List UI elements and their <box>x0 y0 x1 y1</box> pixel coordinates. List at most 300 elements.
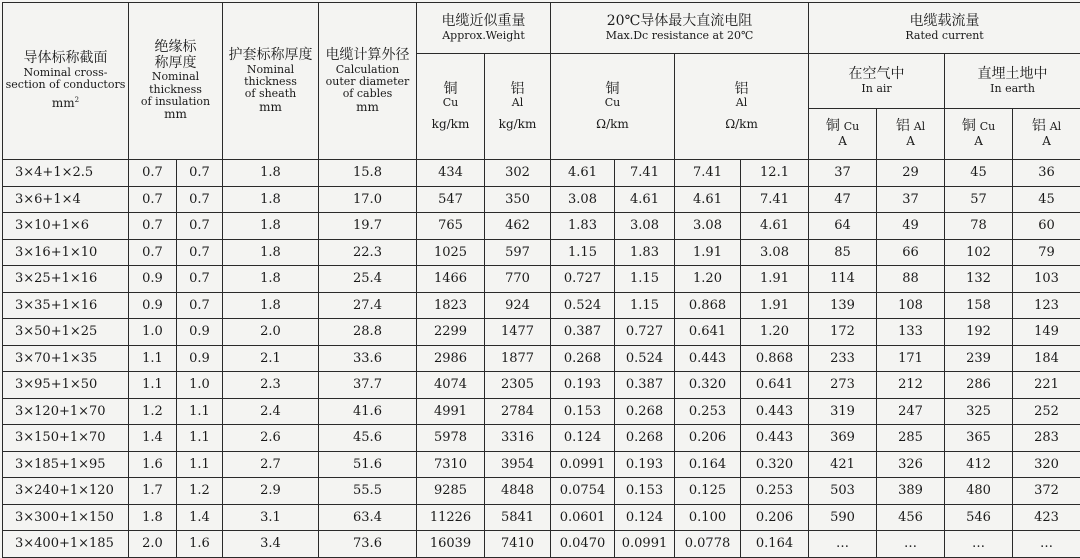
cell-earth-al: 103 <box>1013 266 1080 293</box>
cell-ins-a: 1.1 <box>129 372 177 399</box>
cell-weight-al: 3954 <box>485 451 551 478</box>
cell-ins-b: 0.7 <box>177 186 223 213</box>
cell-sheath: 3.1 <box>223 504 319 531</box>
cell-section: 3×4+1×2.5 <box>3 160 129 187</box>
header-weight-cu-en: Cu <box>417 97 484 109</box>
cell-sheath: 2.1 <box>223 345 319 372</box>
cell-earth-cu: 132 <box>945 266 1013 293</box>
cell-ins-b: 0.9 <box>177 345 223 372</box>
cell-res-al-2: 4.61 <box>741 213 809 240</box>
cell-earth-cu: 480 <box>945 478 1013 505</box>
cell-res-al-1: 1.91 <box>675 239 741 266</box>
cell-air-al: 37 <box>877 186 945 213</box>
cell-sheath: 2.4 <box>223 398 319 425</box>
cell-section: 3×35+1×16 <box>3 292 129 319</box>
cell-res-al-1: 0.641 <box>675 319 741 346</box>
cell-res-al-1: 3.08 <box>675 213 741 240</box>
cell-weight-cu: 4991 <box>417 398 485 425</box>
cell-diameter: 28.8 <box>319 319 417 346</box>
cell-air-cu: 64 <box>809 213 877 240</box>
cell-earth-cu: 239 <box>945 345 1013 372</box>
header-resistance-al-en: Al <box>675 97 808 109</box>
cell-res-al-2: 0.320 <box>741 451 809 478</box>
cell-ins-a: 1.2 <box>129 398 177 425</box>
cell-res-cu-1: 0.387 <box>551 319 615 346</box>
cell-earth-al: 252 <box>1013 398 1080 425</box>
header-weight-al-zh: 铝 <box>485 82 550 98</box>
table-row <box>3 478 1080 505</box>
cell-air-cu: 233 <box>809 345 877 372</box>
header-weight-cu <box>417 54 485 160</box>
cell-air-cu: 139 <box>809 292 877 319</box>
cell-ins-a: 1.4 <box>129 425 177 452</box>
cell-earth-al: 320 <box>1013 451 1080 478</box>
header-resistance-al-unit: Ω/km <box>675 118 808 131</box>
cell-air-al: 108 <box>877 292 945 319</box>
cell-res-al-1: 0.253 <box>675 398 741 425</box>
cell-weight-cu: 2299 <box>417 319 485 346</box>
cell-diameter: 15.8 <box>319 160 417 187</box>
header-insulation-en1: Nominal <box>129 71 222 83</box>
cell-ins-b: 0.7 <box>177 160 223 187</box>
cell-earth-cu: 546 <box>945 504 1013 531</box>
cell-air-cu: 590 <box>809 504 877 531</box>
cell-weight-cu: 1823 <box>417 292 485 319</box>
cell-res-cu-2: 0.153 <box>615 478 675 505</box>
cell-res-al-1: 0.320 <box>675 372 741 399</box>
table-row <box>3 345 1080 372</box>
cell-res-al-1: 0.125 <box>675 478 741 505</box>
cell-weight-cu: 1025 <box>417 239 485 266</box>
cell-section: 3×16+1×10 <box>3 239 129 266</box>
cell-ins-a: 2.0 <box>129 531 177 558</box>
cell-earth-cu: 102 <box>945 239 1013 266</box>
cell-ins-b: 0.9 <box>177 319 223 346</box>
cell-air-cu: 47 <box>809 186 877 213</box>
cell-weight-al: 1477 <box>485 319 551 346</box>
cell-ins-b: 0.7 <box>177 213 223 240</box>
header-section-en1: Nominal cross- <box>3 67 128 79</box>
cell-weight-al: 2784 <box>485 398 551 425</box>
cell-air-cu: 273 <box>809 372 877 399</box>
cell-section: 3×70+1×35 <box>3 345 129 372</box>
cell-section: 3×6+1×4 <box>3 186 129 213</box>
header-section-en2: section of conductors <box>3 79 128 91</box>
cell-res-cu-2: 0.193 <box>615 451 675 478</box>
cell-air-al: 66 <box>877 239 945 266</box>
cell-earth-cu: 158 <box>945 292 1013 319</box>
header-weight-cu-zh: 铜 <box>417 82 484 98</box>
header-earth-al <box>1013 109 1080 160</box>
header-earth-al-zh: 铝 <box>1032 118 1046 134</box>
header-weight <box>417 3 551 54</box>
cell-sheath: 2.7 <box>223 451 319 478</box>
header-weight-zh: 电缆近似重量 <box>417 14 550 30</box>
cell-sheath: 1.8 <box>223 186 319 213</box>
header-current-air <box>809 54 945 109</box>
cell-earth-cu: 325 <box>945 398 1013 425</box>
cell-earth-cu: … <box>945 531 1013 558</box>
cell-res-al-1: 0.100 <box>675 504 741 531</box>
cell-res-cu-1: 1.15 <box>551 239 615 266</box>
cell-section: 3×185+1×95 <box>3 451 129 478</box>
table-header <box>3 3 1080 160</box>
header-current-earth-en: In earth <box>945 83 1080 95</box>
cell-ins-b: 1.0 <box>177 372 223 399</box>
header-sheath-en3: of sheath <box>223 88 318 100</box>
cell-section: 3×150+1×70 <box>3 425 129 452</box>
cell-ins-a: 0.9 <box>129 292 177 319</box>
cell-weight-cu: 434 <box>417 160 485 187</box>
cell-section: 3×25+1×16 <box>3 266 129 293</box>
table-row <box>3 160 1080 187</box>
header-current-zh: 电缆载流量 <box>809 14 1080 30</box>
cell-air-al: 285 <box>877 425 945 452</box>
cell-air-cu: 369 <box>809 425 877 452</box>
cell-earth-al: 372 <box>1013 478 1080 505</box>
cell-earth-al: 123 <box>1013 292 1080 319</box>
cell-res-al-2: 0.443 <box>741 425 809 452</box>
header-sheath-en1: Nominal <box>223 64 318 76</box>
cell-res-al-2: 0.206 <box>741 504 809 531</box>
cell-res-al-2: 3.08 <box>741 239 809 266</box>
header-section-unit: $mm^2$ <box>3 97 128 110</box>
cell-earth-cu: 286 <box>945 372 1013 399</box>
table-row <box>3 239 1080 266</box>
cell-weight-cu: 16039 <box>417 531 485 558</box>
header-air-al-unit: A <box>877 135 944 148</box>
header-diameter-en3: of cables <box>319 88 416 100</box>
cell-res-cu-1: 0.124 <box>551 425 615 452</box>
table-row <box>3 372 1080 399</box>
cell-sheath: 1.8 <box>223 160 319 187</box>
cell-earth-al: 60 <box>1013 213 1080 240</box>
header-sheath-en2: thickness <box>223 76 318 88</box>
cell-section: 3×10+1×6 <box>3 213 129 240</box>
cell-weight-al: 924 <box>485 292 551 319</box>
cell-weight-cu: 2986 <box>417 345 485 372</box>
cell-ins-a: 1.0 <box>129 319 177 346</box>
header-air-cu-en: Cu <box>844 120 860 133</box>
cell-earth-al: 423 <box>1013 504 1080 531</box>
cell-res-cu-2: 3.08 <box>615 213 675 240</box>
cell-sheath: 2.9 <box>223 478 319 505</box>
header-diameter-en2: outer diameter <box>319 76 416 88</box>
cell-ins-b: 1.2 <box>177 478 223 505</box>
cell-sheath: 2.0 <box>223 319 319 346</box>
cell-diameter: 41.6 <box>319 398 417 425</box>
cell-air-al: 88 <box>877 266 945 293</box>
cell-weight-al: 462 <box>485 213 551 240</box>
cell-res-cu-1: 0.153 <box>551 398 615 425</box>
header-insulation-unit: mm <box>129 108 222 121</box>
cell-section: 3×300+1×150 <box>3 504 129 531</box>
cell-weight-al: 7410 <box>485 531 551 558</box>
table-row <box>3 266 1080 293</box>
table-body <box>3 160 1080 558</box>
cell-ins-b: 0.7 <box>177 266 223 293</box>
cell-res-cu-2: 0.268 <box>615 398 675 425</box>
cell-air-al: 171 <box>877 345 945 372</box>
cell-ins-a: 1.7 <box>129 478 177 505</box>
cell-res-al-2: 0.253 <box>741 478 809 505</box>
header-weight-al-en: Al <box>485 97 550 109</box>
cell-diameter: 37.7 <box>319 372 417 399</box>
header-resistance-cu-unit: Ω/km <box>551 118 674 131</box>
cell-res-cu-2: 7.41 <box>615 160 675 187</box>
cell-res-cu-2: 1.83 <box>615 239 675 266</box>
header-air-cu-unit: A <box>809 135 876 148</box>
table-row <box>3 292 1080 319</box>
cell-earth-al: 79 <box>1013 239 1080 266</box>
cell-earth-al: 221 <box>1013 372 1080 399</box>
cell-res-cu-2: 4.61 <box>615 186 675 213</box>
cell-earth-cu: 57 <box>945 186 1013 213</box>
cell-air-cu: 172 <box>809 319 877 346</box>
cell-res-cu-2: 0.124 <box>615 504 675 531</box>
header-earth-al-en: Al <box>1050 120 1061 133</box>
header-resistance <box>551 3 809 54</box>
cell-ins-a: 0.7 <box>129 160 177 187</box>
cell-diameter: 45.6 <box>319 425 417 452</box>
cell-air-al: 456 <box>877 504 945 531</box>
cell-ins-b: 1.4 <box>177 504 223 531</box>
cell-diameter: 25.4 <box>319 266 417 293</box>
cell-ins-a: 0.7 <box>129 239 177 266</box>
cell-section: 3×95+1×50 <box>3 372 129 399</box>
cell-res-al-2: 0.164 <box>741 531 809 558</box>
cell-res-cu-2: 0.524 <box>615 345 675 372</box>
cell-sheath: 1.8 <box>223 239 319 266</box>
cell-res-al-1: 7.41 <box>675 160 741 187</box>
cell-res-al-2: 12.1 <box>741 160 809 187</box>
header-resistance-cu-zh: 铜 <box>551 82 674 98</box>
header-resistance-cu <box>551 54 675 160</box>
cell-ins-b: 1.6 <box>177 531 223 558</box>
cell-earth-cu: 412 <box>945 451 1013 478</box>
cell-earth-cu: 45 <box>945 160 1013 187</box>
cell-ins-b: 1.1 <box>177 398 223 425</box>
cell-sheath: 1.8 <box>223 213 319 240</box>
header-insulation-en2: thickness <box>129 84 222 96</box>
cell-weight-cu: 1466 <box>417 266 485 293</box>
cell-air-al: 326 <box>877 451 945 478</box>
cell-res-cu-2: 0.0991 <box>615 531 675 558</box>
header-weight-cu-unit: kg/km <box>417 118 484 131</box>
header-resistance-zh: 20℃导体最大直流电阻 <box>551 14 808 30</box>
cell-air-cu: … <box>809 531 877 558</box>
cell-air-al: 389 <box>877 478 945 505</box>
header-section <box>3 3 129 160</box>
cell-section: 3×400+1×185 <box>3 531 129 558</box>
cell-diameter: 63.4 <box>319 504 417 531</box>
header-sheath <box>223 3 319 160</box>
cell-res-cu-1: 0.0991 <box>551 451 615 478</box>
cell-diameter: 33.6 <box>319 345 417 372</box>
header-diameter-unit: mm <box>319 101 416 114</box>
header-resistance-al <box>675 54 809 160</box>
header-sheath-unit: mm <box>223 101 318 114</box>
cell-weight-al: 1877 <box>485 345 551 372</box>
cell-weight-al: 2305 <box>485 372 551 399</box>
header-sheath-zh: 护套标称厚度 <box>223 48 318 64</box>
header-insulation <box>129 3 223 160</box>
table-row <box>3 425 1080 452</box>
cell-sheath: 3.4 <box>223 531 319 558</box>
cell-air-al: 247 <box>877 398 945 425</box>
table-row <box>3 319 1080 346</box>
cell-res-cu-1: 0.727 <box>551 266 615 293</box>
cell-weight-cu: 11226 <box>417 504 485 531</box>
header-current-earth <box>945 54 1080 109</box>
cell-ins-b: 1.1 <box>177 451 223 478</box>
cell-earth-al: 45 <box>1013 186 1080 213</box>
cell-ins-a: 1.6 <box>129 451 177 478</box>
cell-diameter: 17.0 <box>319 186 417 213</box>
cell-res-al-1: 4.61 <box>675 186 741 213</box>
cell-res-al-1: 0.443 <box>675 345 741 372</box>
cell-res-cu-1: 0.268 <box>551 345 615 372</box>
cell-sheath: 2.3 <box>223 372 319 399</box>
header-section-zh: 导体标称截面 <box>3 51 128 67</box>
cell-air-al: … <box>877 531 945 558</box>
cell-air-cu: 319 <box>809 398 877 425</box>
cell-weight-cu: 4074 <box>417 372 485 399</box>
cable-spec-table <box>2 2 1080 558</box>
cell-res-cu-1: 3.08 <box>551 186 615 213</box>
table-row <box>3 451 1080 478</box>
cell-earth-cu: 192 <box>945 319 1013 346</box>
header-air-cu <box>809 109 877 160</box>
header-diameter-zh: 电缆计算外径 <box>319 48 416 64</box>
cell-earth-al: 149 <box>1013 319 1080 346</box>
cell-res-cu-2: 0.387 <box>615 372 675 399</box>
cell-weight-al: 5841 <box>485 504 551 531</box>
cell-sheath: 1.8 <box>223 266 319 293</box>
cell-res-al-2: 0.641 <box>741 372 809 399</box>
cell-res-al-1: 0.206 <box>675 425 741 452</box>
header-air-al <box>877 109 945 160</box>
cell-res-al-2: 7.41 <box>741 186 809 213</box>
cell-weight-al: 770 <box>485 266 551 293</box>
cell-res-cu-1: 4.61 <box>551 160 615 187</box>
header-diameter <box>319 3 417 160</box>
cell-ins-a: 0.7 <box>129 213 177 240</box>
cell-sheath: 1.8 <box>223 292 319 319</box>
cell-res-cu-1: 0.193 <box>551 372 615 399</box>
header-resistance-cu-en: Cu <box>551 97 674 109</box>
cell-ins-a: 0.9 <box>129 266 177 293</box>
header-earth-cu <box>945 109 1013 160</box>
cell-weight-cu: 7310 <box>417 451 485 478</box>
header-insulation-zh1: 绝缘标 <box>129 40 222 56</box>
cell-res-al-1: 0.164 <box>675 451 741 478</box>
header-weight-al <box>485 54 551 160</box>
cell-air-cu: 37 <box>809 160 877 187</box>
cell-res-cu-1: 0.0470 <box>551 531 615 558</box>
cell-weight-al: 3316 <box>485 425 551 452</box>
cell-weight-cu: 5978 <box>417 425 485 452</box>
cell-res-al-2: 1.20 <box>741 319 809 346</box>
table-row <box>3 398 1080 425</box>
cell-res-cu-1: 1.83 <box>551 213 615 240</box>
header-air-cu-zh: 铜 <box>826 118 840 134</box>
cell-section: 3×50+1×25 <box>3 319 129 346</box>
cell-weight-al: 302 <box>485 160 551 187</box>
header-earth-cu-zh: 铜 <box>962 118 976 134</box>
cell-res-cu-1: 0.0601 <box>551 504 615 531</box>
header-current <box>809 3 1080 54</box>
cell-weight-al: 350 <box>485 186 551 213</box>
cell-earth-al: … <box>1013 531 1080 558</box>
cell-air-al: 29 <box>877 160 945 187</box>
cell-res-al-1: 0.0778 <box>675 531 741 558</box>
cell-res-al-2: 1.91 <box>741 292 809 319</box>
header-earth-cu-en: Cu <box>980 120 996 133</box>
cell-earth-al: 283 <box>1013 425 1080 452</box>
cell-earth-cu: 365 <box>945 425 1013 452</box>
header-current-earth-zh: 直埋土地中 <box>945 67 1080 83</box>
header-insulation-zh2: 称厚度 <box>129 56 222 72</box>
cell-ins-b: 0.7 <box>177 239 223 266</box>
cell-air-cu: 503 <box>809 478 877 505</box>
header-weight-en: Approx.Weight <box>417 30 550 42</box>
header-diameter-en1: Calculation <box>319 64 416 76</box>
cell-earth-al: 184 <box>1013 345 1080 372</box>
cell-ins-b: 1.1 <box>177 425 223 452</box>
header-weight-al-unit: kg/km <box>485 118 550 131</box>
cell-diameter: 73.6 <box>319 531 417 558</box>
cell-section: 3×120+1×70 <box>3 398 129 425</box>
cell-weight-cu: 765 <box>417 213 485 240</box>
header-insulation-en3: of insulation <box>129 96 222 108</box>
cell-res-al-1: 0.868 <box>675 292 741 319</box>
cell-sheath: 2.6 <box>223 425 319 452</box>
cell-weight-cu: 9285 <box>417 478 485 505</box>
cell-air-al: 49 <box>877 213 945 240</box>
table-row <box>3 186 1080 213</box>
cell-diameter: 22.3 <box>319 239 417 266</box>
cell-res-al-2: 0.868 <box>741 345 809 372</box>
cell-res-al-1: 1.20 <box>675 266 741 293</box>
cell-res-cu-2: 1.15 <box>615 292 675 319</box>
cell-ins-a: 1.1 <box>129 345 177 372</box>
cell-res-cu-1: 0.0754 <box>551 478 615 505</box>
cell-ins-a: 1.8 <box>129 504 177 531</box>
cell-diameter: 19.7 <box>319 213 417 240</box>
cell-earth-al: 36 <box>1013 160 1080 187</box>
header-air-al-zh: 铝 <box>896 118 910 134</box>
header-air-al-en: Al <box>914 120 925 133</box>
cell-res-al-2: 0.443 <box>741 398 809 425</box>
cell-air-al: 133 <box>877 319 945 346</box>
cell-earth-cu: 78 <box>945 213 1013 240</box>
cell-air-cu: 421 <box>809 451 877 478</box>
cell-ins-a: 0.7 <box>129 186 177 213</box>
cell-ins-b: 0.7 <box>177 292 223 319</box>
cell-diameter: 27.4 <box>319 292 417 319</box>
cell-res-cu-1: 0.524 <box>551 292 615 319</box>
header-earth-cu-unit: A <box>945 135 1012 148</box>
table-row <box>3 504 1080 531</box>
cell-res-al-2: 1.91 <box>741 266 809 293</box>
header-resistance-al-zh: 铝 <box>675 82 808 98</box>
table-row <box>3 213 1080 240</box>
cell-air-al: 212 <box>877 372 945 399</box>
cell-res-cu-2: 0.727 <box>615 319 675 346</box>
cell-section: 3×240+1×120 <box>3 478 129 505</box>
header-current-en: Rated current <box>809 30 1080 42</box>
